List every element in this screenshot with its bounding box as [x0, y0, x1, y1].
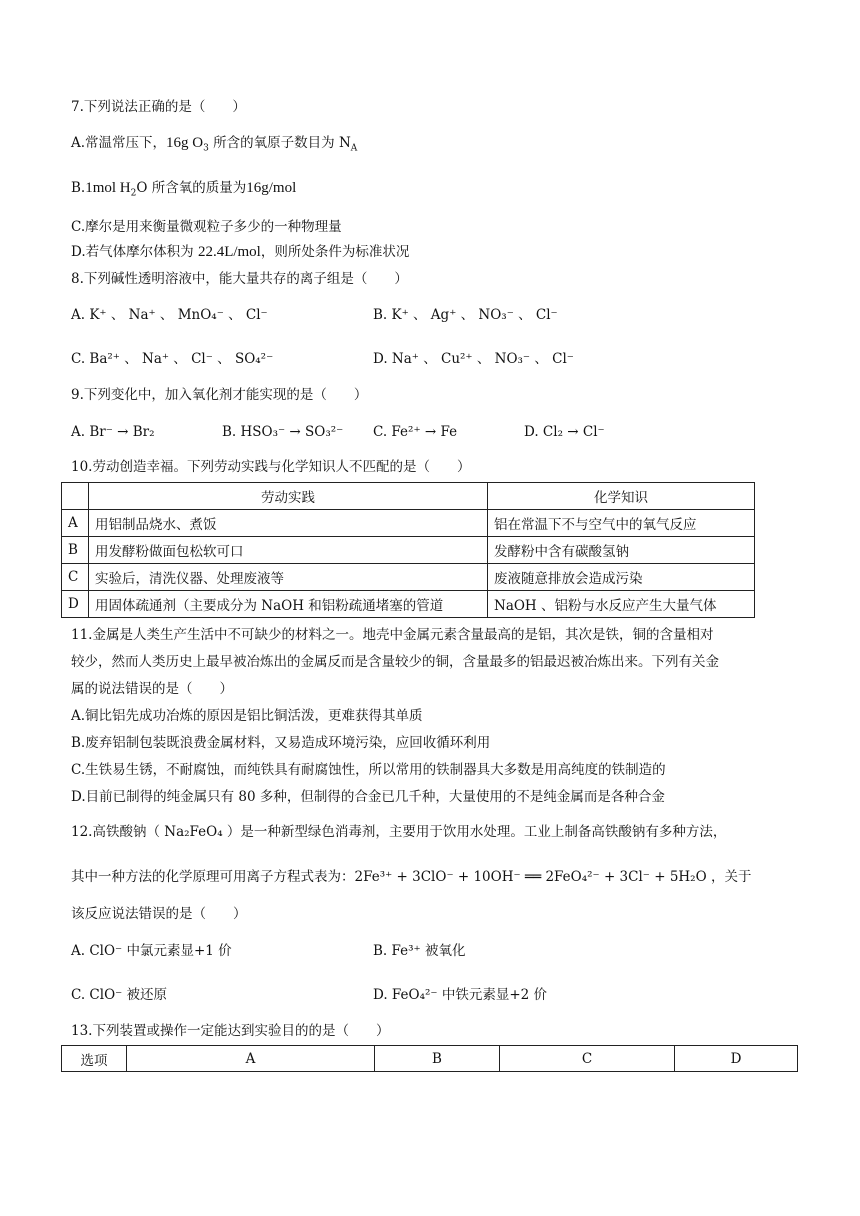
q13-stem: 13.下列装置或操作一定能达到实验目的的是（ ） — [71, 1023, 390, 1039]
table-header-cell: 选项 — [62, 1046, 127, 1072]
q7-option-a: A.常温常压下，16g $O_3$ 所含的氧原子数目为 $N_A$ — [71, 135, 358, 154]
table-header-cell: D — [675, 1046, 798, 1072]
q11-stem-line-1: 11.金属是人类生产生活中不可缺少的材料之一。地壳中金属元素含量最高的是铝，其次是铁，铜的含量相对 — [71, 627, 714, 643]
table-header-cell — [62, 483, 89, 510]
table-cell: 用固体疏通剂（主要成分为 NaOH 和铝粉疏通堵塞的管道 — [89, 591, 488, 618]
table-row — [62, 510, 755, 537]
table-header-cell: 化学知识 — [488, 483, 755, 510]
q11-stem-line-3: 属的说法错误的是（ ） — [71, 681, 233, 697]
q13-table — [61, 1045, 798, 1072]
q11-option-a: A.铜比铝先成功冶炼的原因是铝比铜活泼，更难获得其单质 — [71, 708, 423, 724]
q12-option-d: D. FeO₄²⁻ 中铁元素显+2 价 — [373, 987, 548, 1003]
q12-stem-line-3: 该反应说法错误的是（ ） — [71, 906, 247, 922]
table-header-row — [62, 483, 755, 510]
table-cell: 实验后，清洗仪器、处理废液等 — [89, 564, 488, 591]
q9-option-a: A. Br⁻ → Br₂ — [71, 424, 155, 440]
q8-option-b: B. K⁺ 、 Ag⁺ 、 NO₃⁻ 、 Cl⁻ — [373, 307, 558, 323]
q12-stem-line-2: 其中一种方法的化学原理可用离子方程式表为：2Fe³⁺ + 3ClO⁻ + 10OH⁻ ══ 2FeO₄²⁻ + 3Cl⁻ + 5H₂O ，关于 — [71, 869, 752, 885]
table-cell: C — [62, 564, 89, 591]
table-cell: 发酵粉中含有碳酸氢钠 — [488, 537, 755, 564]
q12-option-c: C. ClO⁻ 被还原 — [71, 987, 168, 1003]
table-cell: D — [62, 591, 89, 618]
q11-option-b: B.废弃铝制包装既浪费金属材料，又易造成环境污染，应回收循环利用 — [71, 735, 491, 751]
q9-stem: 9.下列变化中，加入氧化剂才能实现的是（ ） — [71, 387, 368, 403]
table-cell: B — [62, 537, 89, 564]
q9-option-b: B. HSO₃⁻ → SO₃²⁻ — [222, 424, 344, 440]
q8-option-a: A. K⁺ 、 Na⁺ 、 MnO₄⁻ 、 Cl⁻ — [71, 307, 268, 323]
q7-option-c: C.摩尔是用来衡量微观粒子多少的一种物理量 — [71, 219, 342, 235]
table-row — [62, 537, 755, 564]
q7-option-b: B.1mol $H_2O$ 所含氧的质量为16g/mol — [71, 180, 297, 199]
table-header-cell: A — [127, 1046, 375, 1072]
q8-option-c: C. Ba²⁺ 、 Na⁺ 、 Cl⁻ 、 SO₄²⁻ — [71, 351, 274, 367]
table-cell: 用铝制品烧水、煮饭 — [89, 510, 488, 537]
table-row — [62, 564, 755, 591]
table-cell: NaOH 、铝粉与水反应产生大量气体 — [488, 591, 755, 618]
table-header-row — [62, 1046, 798, 1072]
q12-option-b: B. Fe³⁺ 被氧化 — [373, 943, 466, 959]
table-cell: 用发酵粉做面包松软可口 — [89, 537, 488, 564]
q11-stem-line-2: 较少，然而人类历史上最早被冶炼出的金属反而是含量较少的铜，含量最多的铝最迟被冶炼出来。下列有关金 — [71, 654, 719, 670]
table-cell: 废液随意排放会造成污染 — [488, 564, 755, 591]
q12-option-a: A. ClO⁻ 中氯元素显+1 价 — [71, 943, 232, 959]
q8-stem: 8.下列碱性透明溶液中，能大量共存的离子组是（ ） — [71, 271, 408, 287]
q11-option-d: D.目前已制得的纯金属只有 80 多种，但制得的合金已几千种，大量使用的不是纯金属而是各种合金 — [71, 789, 665, 805]
table-row — [62, 591, 755, 618]
table-header-cell: C — [500, 1046, 675, 1072]
table-cell: 铝在常温下不与空气中的氧气反应 — [488, 510, 755, 537]
q9-option-c: C. Fe²⁺ → Fe — [373, 424, 458, 440]
table-header-cell: B — [375, 1046, 500, 1072]
q8-option-d: D. Na⁺ 、 Cu²⁺ 、 NO₃⁻ 、 Cl⁻ — [373, 351, 574, 367]
q9-option-d: D. Cl₂ → Cl⁻ — [524, 424, 605, 440]
table-header-cell: 劳动实践 — [89, 483, 488, 510]
q7-stem: 7.下列说法正确的是（ ） — [71, 99, 246, 115]
q11-option-c: C.生铁易生锈，不耐腐蚀，而纯铁具有耐腐蚀性，所以常用的铁制器具大多数是用高纯度的铁制造的 — [71, 762, 666, 778]
q10-stem: 10.劳动创造幸福。下列劳动实践与化学知识人不匹配的是（ ） — [71, 459, 471, 475]
q10-table — [61, 482, 755, 618]
q7-option-d: D.若气体摩尔体积为 22.4L/mol，则所处条件为标准状况 — [71, 244, 410, 260]
q12-stem-line-1: 12.高铁酸钠（ Na₂FeO₄ ）是一种新型绿色消毒剂，主要用于饮用水处理。工业上制备高铁酸钠有多种方法， — [71, 824, 727, 840]
table-cell: A — [62, 510, 89, 537]
